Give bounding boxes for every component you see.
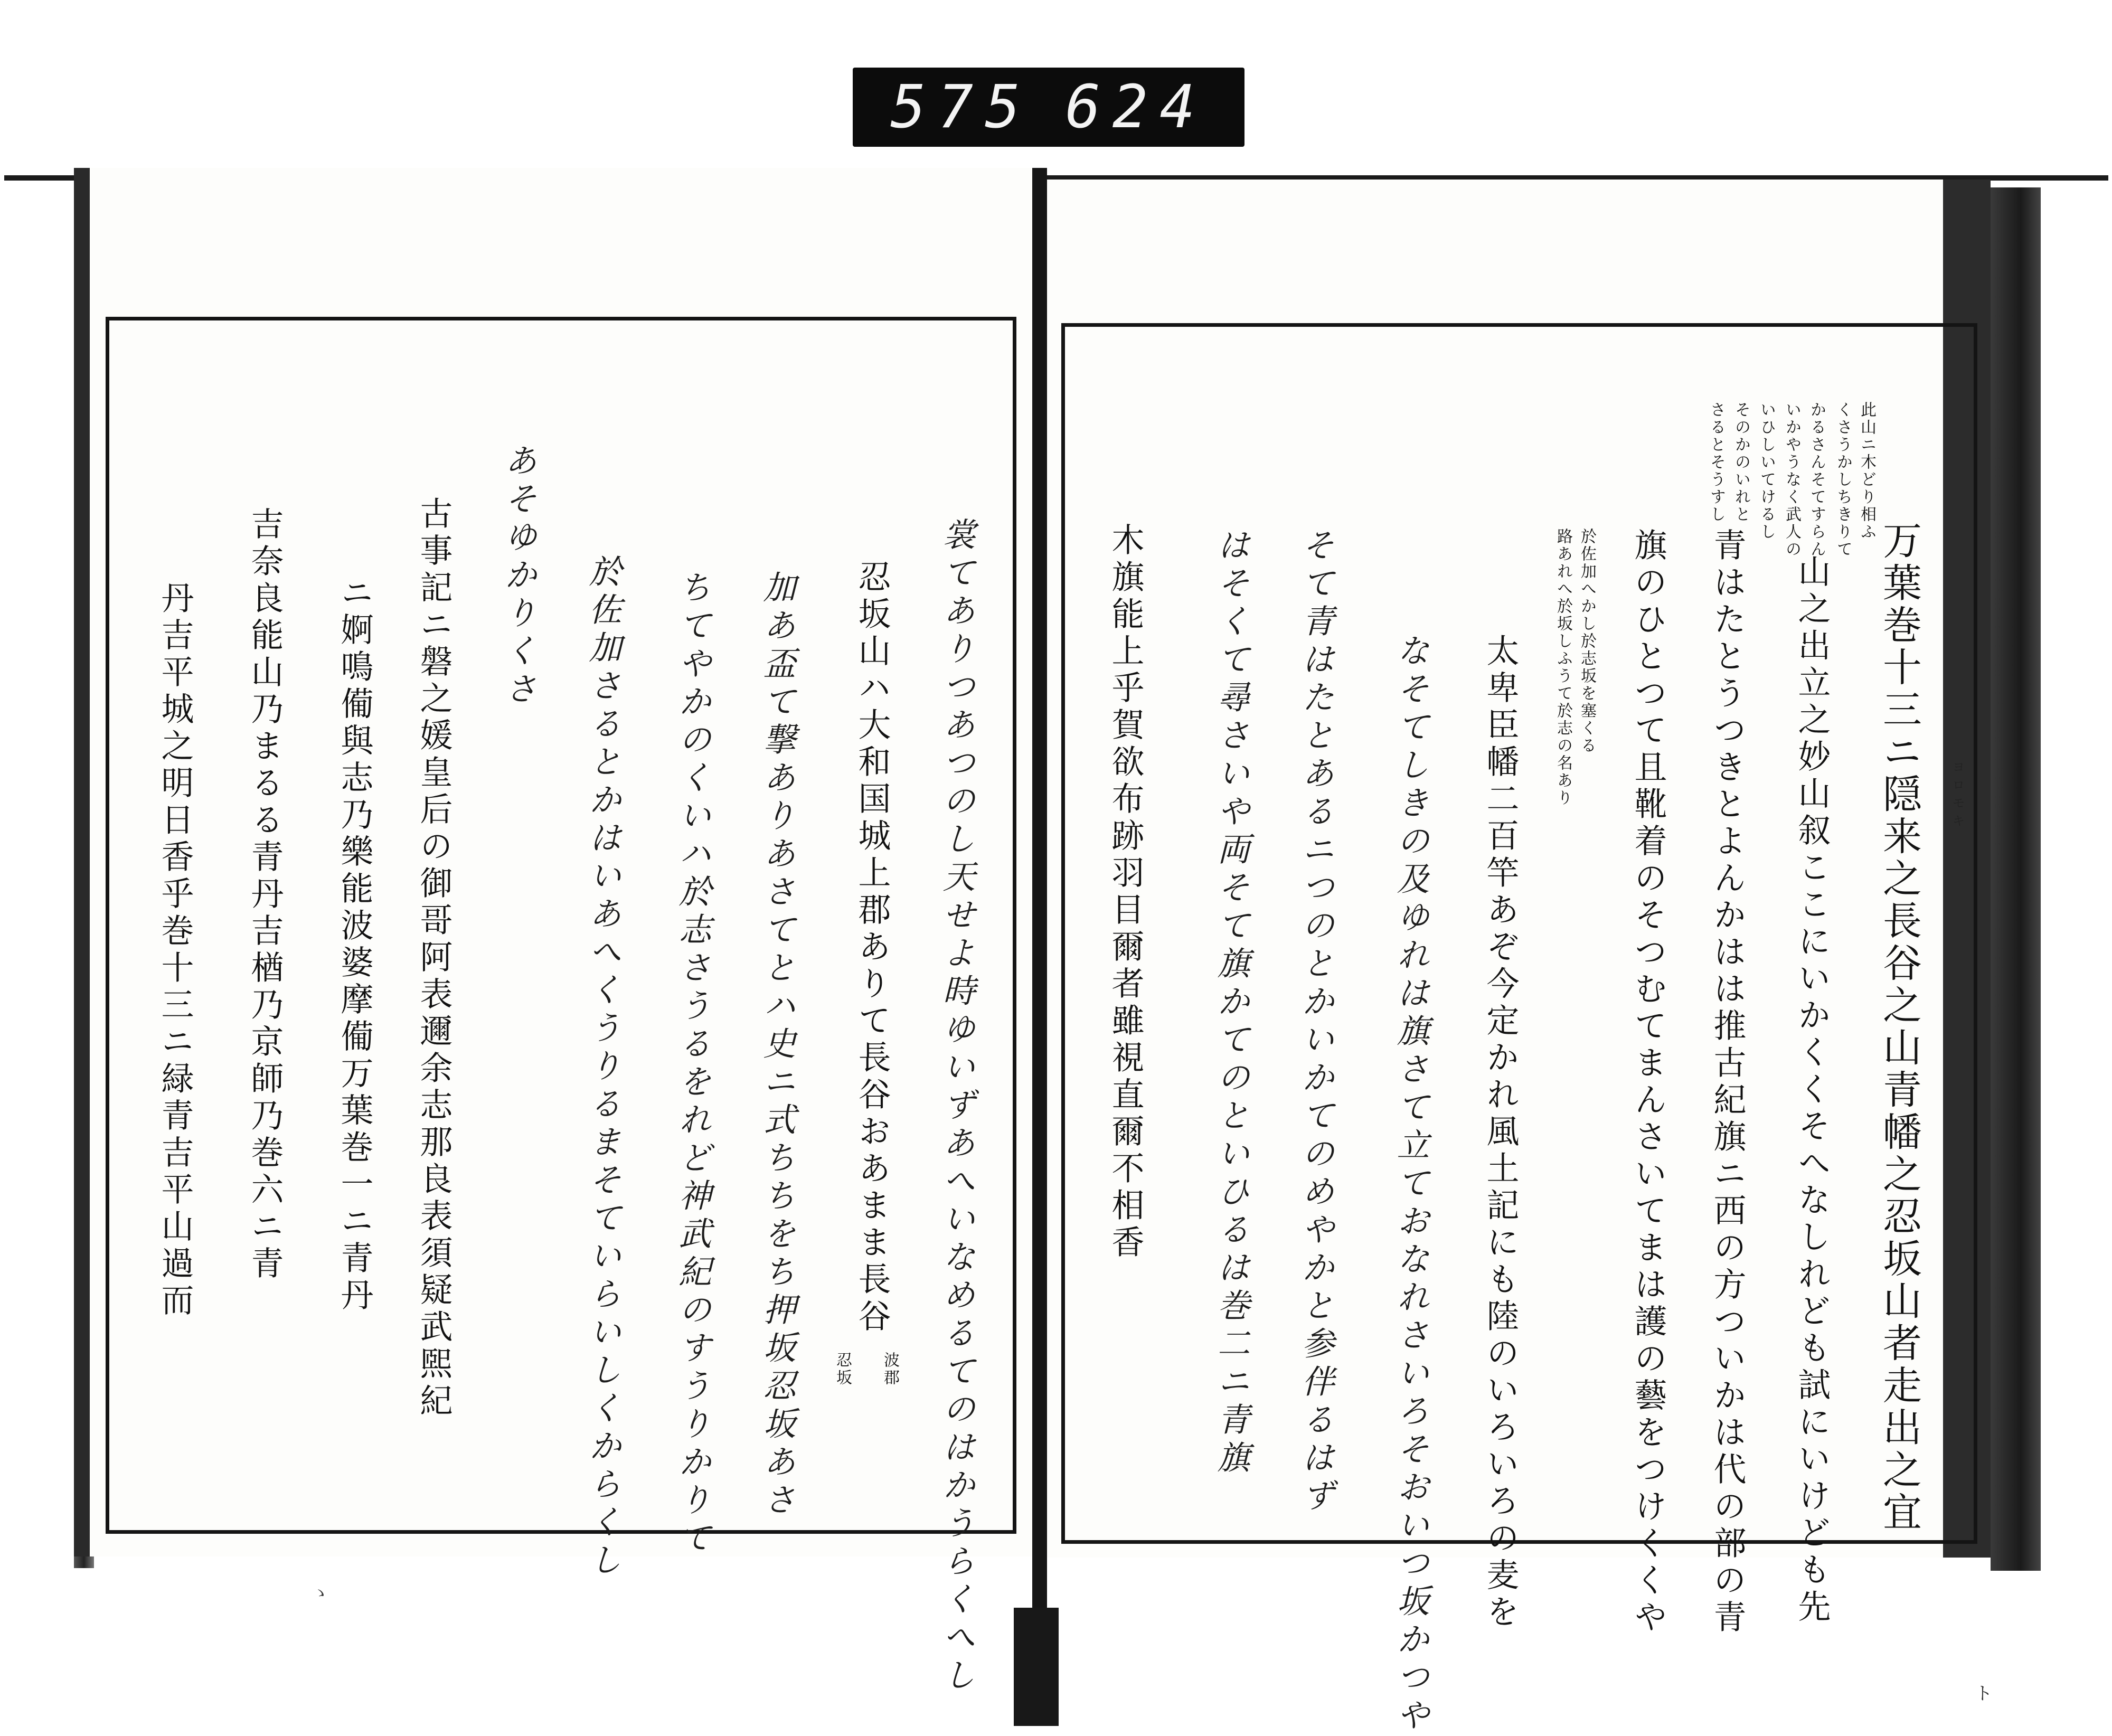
text-column: 裳てありつあつのし天せよ時ゆいずあへいなめるてのはかうらくへし [937, 517, 976, 1696]
stray-mark: ト [1975, 1683, 1993, 1704]
book-gutter [1032, 168, 1047, 1725]
note-column: いひしいてけるし [1757, 401, 1776, 541]
text-column: あそゆかりくさ [499, 444, 538, 710]
small-column: 於佐加へかし於志坂を塞くる [1578, 528, 1596, 754]
plate-left-number: 575 [890, 73, 1032, 141]
small-column: 波郡 [881, 1352, 899, 1386]
plate-right-number: 624 [1065, 73, 1207, 141]
number-plate [853, 68, 1244, 147]
text-column: 山之出立之妙山叙ここにいかくくそへなしれども試にいけども先 [1793, 554, 1831, 1626]
ruby-reading: ヨロモキ [1950, 760, 1965, 832]
stray-mark: ゝ [312, 1583, 329, 1604]
text-column: 万葉巻十三ニ隠来之長谷之山青幡之忍坂山者走出之宜 [1877, 520, 1922, 1534]
text-column: 忍坂山ハ大和国城上郡ありて長谷おあまま長谷 [853, 560, 891, 1336]
text-column: なそてしきの及ゆれは旗さて立ておなれさいろそおいつ坂かつや [1391, 634, 1430, 1736]
small-column: 路あれへ於坂しふうて於志の名あり [1554, 528, 1572, 807]
text-column: 吉奈良能山乃まるる青丹吉楢乃京師乃巻六ニ青 [246, 507, 284, 1283]
text-column: 木旗能上乎賀欲布跡羽目爾者雖視直爾不相香 [1106, 523, 1145, 1262]
note-column: かるさんそてすらん [1807, 401, 1826, 558]
note-column: 此山ニ木どり相ふ [1858, 401, 1876, 541]
text-column: 旗のひとつて且靴着のそつむてまんさいてまは護の藝をつけくくや [1629, 528, 1667, 1637]
gutter-tab [1014, 1608, 1059, 1726]
text-column: ニ婀鳴僃與志乃樂能波婆摩僃万葉巻一ニ青丹 [335, 575, 374, 1315]
text-column: 於佐加さるとかはいあへくうりるまそていらいしくからくし [583, 554, 622, 1581]
note-column: そのかのいれと [1732, 401, 1750, 523]
text-column: 太卑臣幡二百竿あぞ今定かれ風土記にも陸のいろいろの麦を [1481, 634, 1520, 1631]
text-column: 加あ盃て撃ありあさてとハ史ニ式ちちをち押坂忍坂あさ [758, 570, 796, 1521]
small-column: 忍坂 [833, 1352, 852, 1386]
right-book-edge [1991, 187, 2041, 1571]
text-column: そて青はたとあるニつのとかいかてのめやかと参伴るはず [1296, 528, 1335, 1516]
note-column: いかやうなく武人の [1783, 401, 1801, 558]
note-column: くさうかしちきりて [1834, 401, 1852, 558]
text-column: はそくて尋さいや両そて旗かてのといひるは巻二ニ青旗 [1212, 528, 1250, 1478]
text-column: 古事記ニ磐之媛皇后の御哥阿表邇余志那良表須疑武煕紀 [414, 496, 453, 1420]
note-column: さるとそうすし [1707, 401, 1726, 523]
text-column: 丹吉平城之明日香乎巻十三ニ緑青吉平山過而 [156, 581, 194, 1320]
text-column: 青はたとうつきとよんかはは推古紀旗ニ西の方ついかは代の部の青 [1708, 528, 1747, 1637]
text-column: ちてやかのくいハ於志さうるをれど神武紀のすうりかりて [673, 570, 712, 1559]
